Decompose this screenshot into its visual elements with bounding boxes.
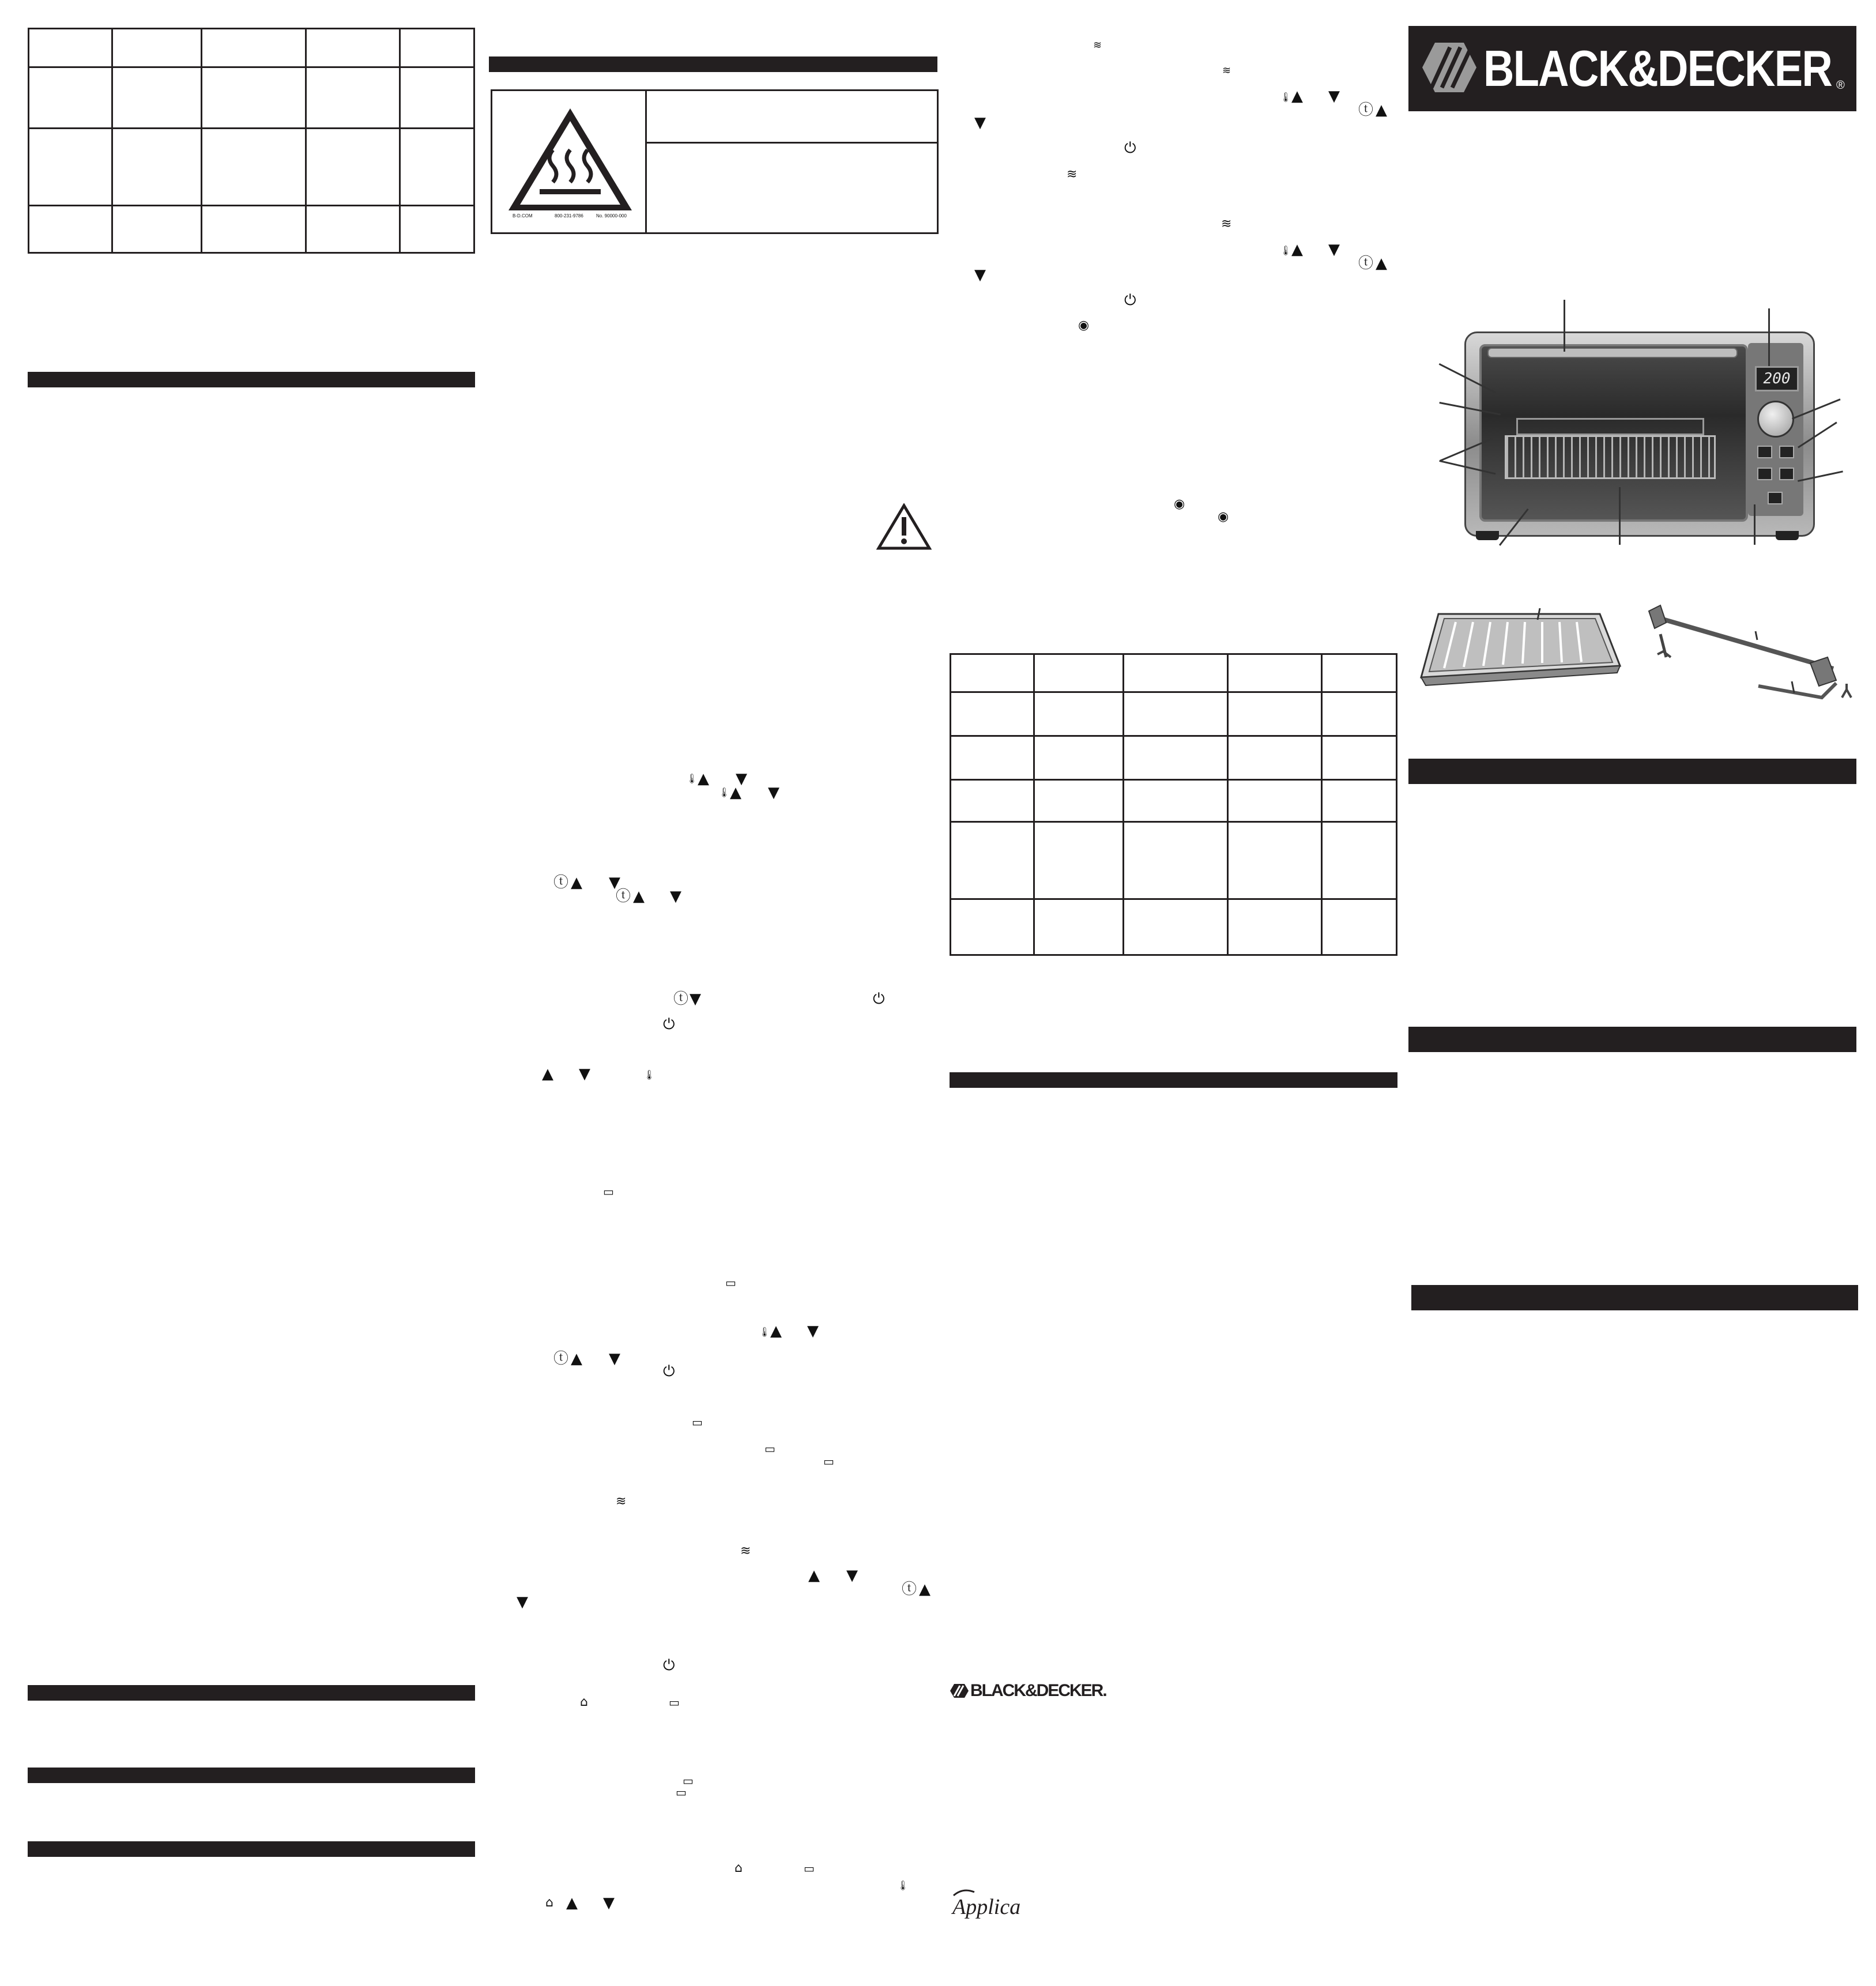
timer-icon: ⓣ (1358, 101, 1374, 119)
section-bar (28, 1685, 475, 1701)
triangle-up-icon: ▲ (1291, 241, 1303, 258)
oven-foot (1776, 531, 1799, 540)
triangle-up-icon: ▲ (1291, 88, 1303, 105)
triangle-down-icon: ▼ (609, 1350, 620, 1367)
thermometer-icon: 🌡 (1280, 92, 1292, 103)
callout-line (1768, 308, 1770, 366)
triangle-up-icon: ▲ (919, 1581, 931, 1598)
exclamation-triangle-icon (876, 503, 932, 551)
timer-icon: ⓣ (1358, 255, 1374, 272)
callout-line (1754, 504, 1756, 545)
thermometer-icon: 🌡 (1280, 245, 1292, 256)
triangle-down-icon: ▼ (603, 1894, 615, 1912)
power-icon: ⏻ (1124, 140, 1136, 157)
keep-warm-icon: ◉ (1078, 318, 1090, 333)
toaster-oven-illustration (1464, 331, 1811, 541)
oven-foot (1476, 531, 1499, 540)
oven-button (1768, 492, 1783, 504)
triangle-up-icon: ▲ (633, 888, 645, 905)
broil-icon: ≋ (1067, 167, 1078, 182)
oven-display-readout: 200 (1763, 370, 1791, 387)
oven-dial-knob (1757, 401, 1794, 438)
keep-warm-icon: ◉ (1174, 497, 1185, 511)
convection-icon: ▭ (683, 1774, 694, 1788)
bake-icon: ▭ (764, 1442, 775, 1456)
brand-hexagon-icon (950, 1683, 969, 1698)
bake-icon: ▭ (725, 1276, 736, 1290)
power-icon: ⏻ (663, 1016, 675, 1033)
triangle-down-icon: ▼ (517, 1593, 528, 1611)
triangle-down-icon: ▼ (974, 266, 986, 284)
convection-icon: ▭ (676, 1785, 687, 1799)
footer-brand-logo (950, 1681, 1106, 1701)
triangle-down-icon: ▼ (579, 1065, 590, 1083)
toast-icon: ⌂ (545, 1895, 553, 1910)
warning-divider-vertical (645, 91, 647, 232)
power-icon: ⏻ (663, 1657, 675, 1674)
triangle-down-icon: ▼ (1328, 88, 1340, 105)
section-bar (489, 56, 937, 72)
warning-divider-horizontal (647, 142, 937, 144)
brand-header-panel (1408, 26, 1856, 111)
warning-fine-print: No. 90000-000 (596, 213, 627, 218)
triangle-up-icon: ▲ (571, 874, 582, 891)
footer-brand-name: BLACK&DECKER. (970, 1681, 1106, 1700)
toast-icon: ⌂ (580, 1695, 588, 1709)
section-bar (28, 1768, 475, 1783)
oven-button (1779, 468, 1794, 480)
triangle-up-icon: ▲ (770, 1322, 782, 1340)
oven-rack (1505, 435, 1716, 479)
section-bar (28, 1841, 475, 1857)
toast-icon: ⌂ (734, 1861, 743, 1875)
triangle-down-icon: ▼ (736, 770, 747, 787)
triangle-up-icon: ▲ (566, 1894, 578, 1912)
table-top-left (28, 28, 475, 254)
timer-icon: ⓣ (553, 1350, 569, 1367)
triangle-up-icon: ▲ (542, 1065, 553, 1083)
callout-line (1619, 487, 1621, 545)
section-bar (1408, 759, 1856, 784)
thermometer-icon: 🌡 (897, 1880, 909, 1891)
thermometer-icon: 🌡 (686, 773, 698, 784)
triangle-down-icon: ▼ (609, 874, 620, 891)
oven-button (1757, 468, 1772, 480)
oven-display (1755, 366, 1799, 391)
rotisserie-spit-illustration (1637, 600, 1856, 715)
triangle-up-icon: ▲ (730, 784, 741, 801)
section-bar (1408, 1027, 1856, 1052)
triangle-up-icon: ▲ (571, 1350, 582, 1367)
section-bar (950, 1072, 1397, 1088)
registered-mark: ® (1836, 79, 1845, 92)
broil-icon: ≋ (1093, 39, 1102, 51)
oven-button (1779, 446, 1794, 458)
triangle-down-icon: ▼ (846, 1567, 858, 1584)
triangle-up-icon: ▲ (1376, 255, 1387, 272)
broil-icon: ≋ (740, 1544, 751, 1558)
keep-warm-icon: ◉ (1218, 510, 1229, 524)
applica-logo (952, 1891, 1021, 1919)
triangle-down-icon: ▼ (1328, 241, 1340, 258)
broil-icon: ≋ (616, 1494, 627, 1509)
thermometer-icon: 🌡 (643, 1069, 656, 1080)
triangle-down-icon: ▼ (690, 990, 701, 1008)
section-bar (28, 372, 475, 387)
timer-icon: ⓣ (616, 888, 631, 905)
brand-hexagon-icon (1421, 42, 1478, 93)
oven-handle (1487, 348, 1738, 358)
triangle-up-icon: ▲ (1376, 101, 1387, 119)
brand-name: BLACK&DECKER (1483, 40, 1832, 97)
table-middle-right (950, 653, 1397, 956)
triangle-up-icon: ▲ (808, 1567, 820, 1584)
convection-icon: ▭ (669, 1695, 680, 1709)
callout-line (1564, 300, 1565, 352)
warning-fine-print: B-D.COM (513, 213, 533, 218)
timer-icon: ⓣ (673, 990, 689, 1008)
triangle-down-icon: ▼ (807, 1322, 819, 1340)
broil-pan-illustration (1410, 608, 1623, 689)
timer-icon: ⓣ (553, 874, 569, 891)
warning-fine-print: 800-231-9786 (555, 213, 583, 218)
power-icon: ⏻ (873, 990, 885, 1008)
triangle-up-icon: ▲ (698, 770, 709, 787)
convection-icon: ▭ (804, 1861, 815, 1875)
triangle-down-icon: ▼ (670, 888, 681, 905)
bake-icon: ▭ (692, 1415, 703, 1429)
power-icon: ⏻ (663, 1363, 675, 1380)
thermometer-icon: 🌡 (759, 1326, 771, 1337)
broil-icon: ≋ (1221, 217, 1232, 231)
triangle-down-icon: ▼ (768, 784, 779, 801)
bake-icon: ▭ (823, 1454, 834, 1468)
section-bar (1411, 1285, 1858, 1310)
hot-surface-icon (504, 104, 636, 219)
applica-name: Applica (952, 1895, 1021, 1919)
bake-icon: ▭ (603, 1185, 614, 1199)
power-icon: ⏻ (1124, 292, 1136, 309)
broil-icon: ≋ (1222, 65, 1231, 77)
oven-rack (1516, 418, 1704, 435)
timer-icon: ⓣ (902, 1581, 917, 1598)
triangle-down-icon: ▼ (974, 114, 986, 131)
thermometer-icon: 🌡 (718, 787, 730, 798)
oven-button (1757, 446, 1772, 458)
hot-surface-warning-box (491, 89, 939, 234)
